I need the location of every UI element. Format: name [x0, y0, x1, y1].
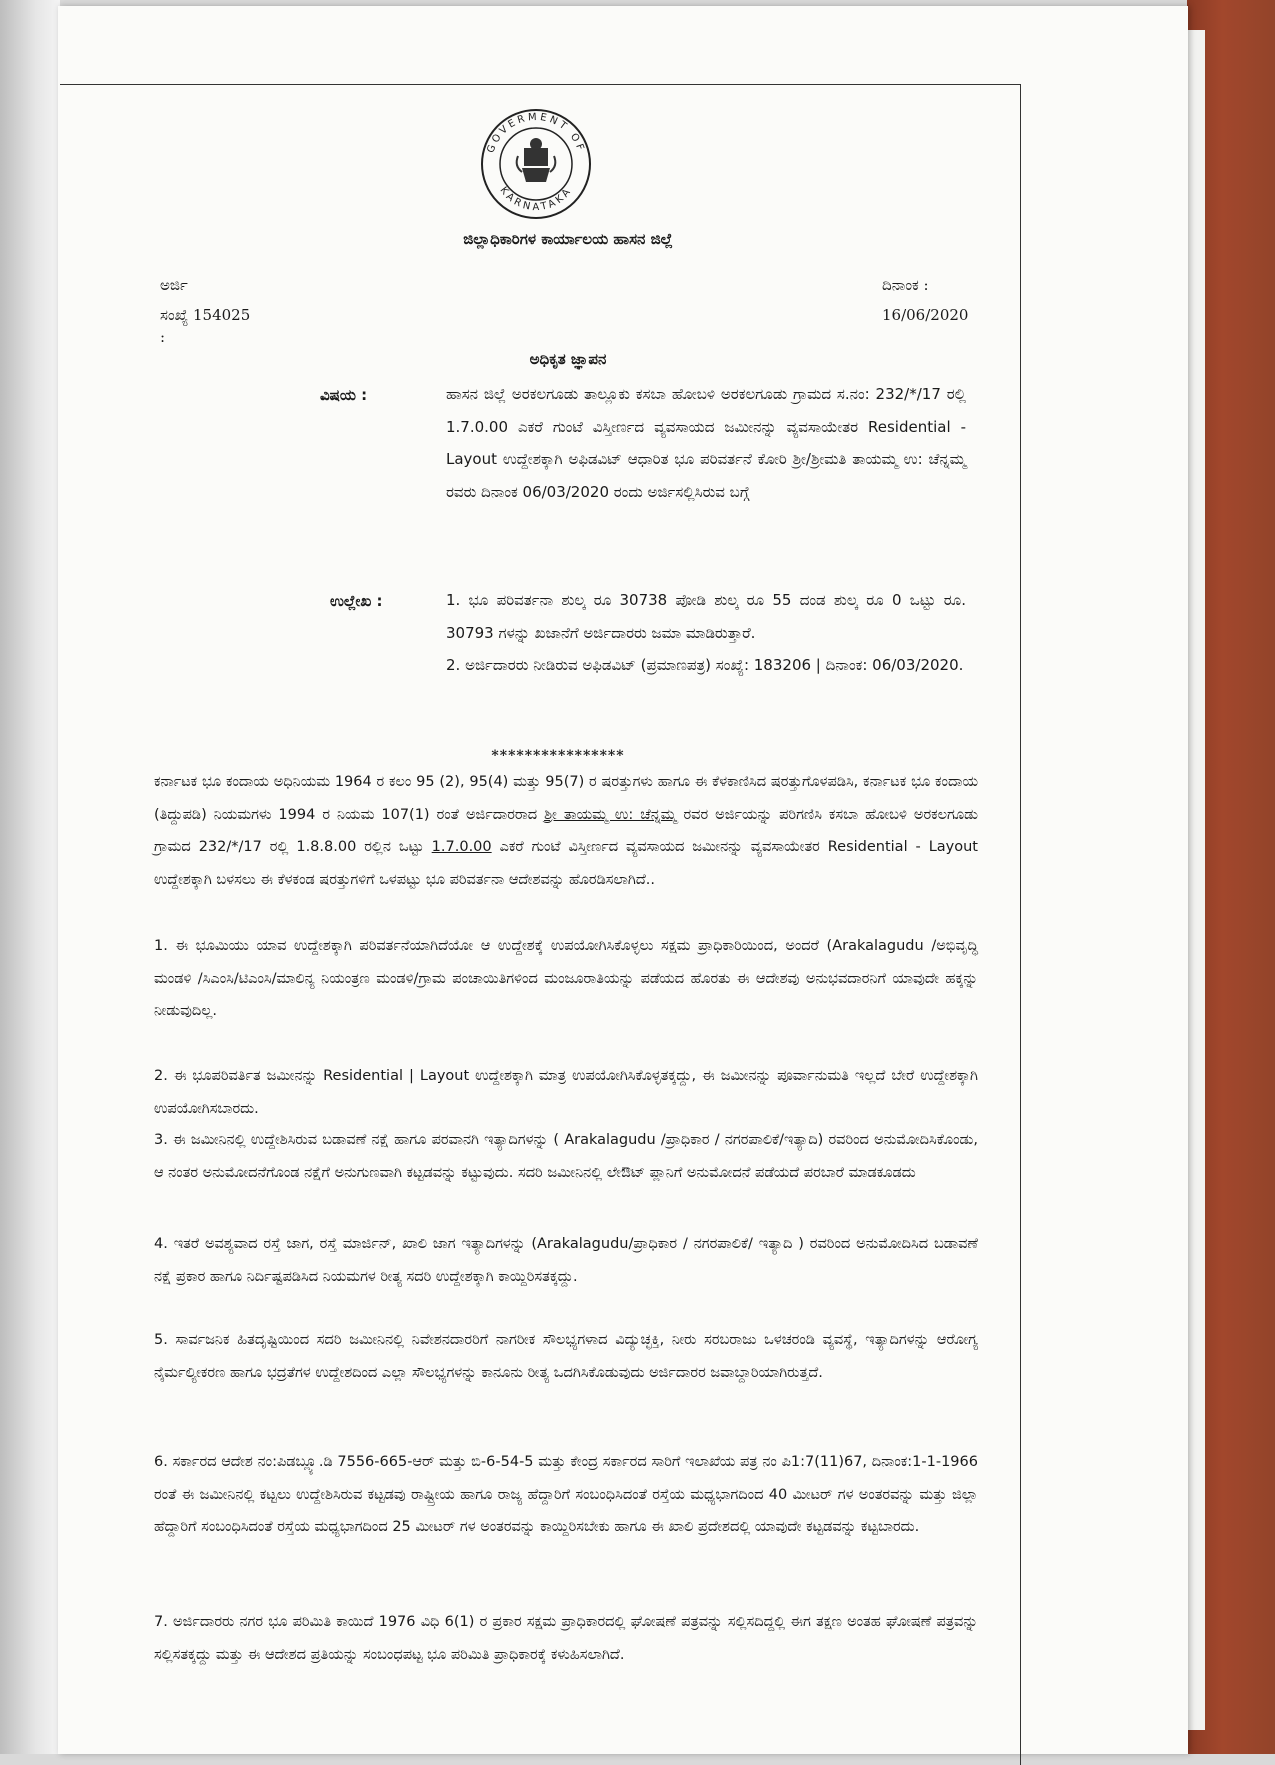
intro-part-3: ಎಕರೆ ಗುಂಟೆ ವಿಸ್ತೀರ್ಣದ ವ್ಯವಸಾಯದ ಜಮೀನನ್ನು ವ್ಯವಸಾಯೇತರ Residential - Layout ಉದ್ದೇಶಕ್ಕಾಗಿ ಬಳಸಲು ಈ ಕೆಳಕಂಡ ಷರತ್ತುಗಳಿಗೆ ಒಳಪಟ್ಟು ಭೂ ಪರಿವರ್ತನಾ ಆದೇಶವನ್ನು ಹೊರಡಿಸಲಾಗಿದೆ..: [154, 839, 978, 888]
application-label-line1: ಅರ್ಜಿ: [160, 276, 188, 294]
reference-item-2: 2. ಅರ್ಜಿದಾರರು ನೀಡಿರುವ ಅಫಿಡವಿಟ್ (ಪ್ರಮಾಣಪತ್ರ) ಸಂಖ್ಯೆ: 183206 | ದಿನಾಂಕ: 06/03/2020.: [446, 656, 964, 674]
application-number: 154025: [192, 306, 251, 324]
order-title: ಅಧಿಕೃತ ಜ್ಞಾಪನ: [529, 350, 607, 368]
condition-3: 3. ಈ ಜಮೀನಿನಲ್ಲಿ ಉದ್ದೇಶಿಸಿರುವ ಬಡಾವಣೆ ನಕ್ಷೆ ಹಾಗೂ ಪರವಾನಗಿ ಇತ್ಯಾದಿಗಳನ್ನು ( Arakalagudu /ಪ್ರಾಧಿಕಾರ / ನಗರಪಾಲಿಕೆ/ಇತ್ಯಾದಿ) ರವರಿಂದ ಅನುಮೋದಿಸಿಕೊಂಡು, ಆ ನಂತರ ಅನುಮೋದನೆಗೊಂಡ ನಕ್ಷೆಗೆ ಅನುಗುಣವಾಗಿ ಕಟ್ಟಡವನ್ನು ಕಟ್ಟುವುದು. ಸದರಿ ಜಮೀನಿನಲ್ಲಿ ಲೇಔಟ್ ಪ್ಲಾನಿಗೆ ಅನುಮೋದನೆ ಪಡೆಯದೆ ಪರಬಾರೆ ಮಾಡಕೂಡದು: [154, 1132, 978, 1181]
government-seal-icon: [478, 106, 594, 222]
date-value: 16/06/2020: [882, 306, 969, 324]
condition-5: 5. ಸಾರ್ವಜನಿಕ ಹಿತದೃಷ್ಟಿಯಿಂದ ಸದರಿ ಜಮೀನಿನಲ್ಲಿ ನಿವೇಶನದಾರರಿಗೆ ನಾಗರೀಕ ಸೌಲಭ್ಯಗಳಾದ ವಿದ್ಯುಚ್ಛಕ್ತಿ, ನೀರು ಸರಬರಾಜು ಒಳಚರಂಡಿ ವ್ಯವಸ್ಥೆ, ಇತ್ಯಾದಿಗಳನ್ನು ಆರೋಗ್ಯ ನೈರ್ಮಲ್ಯೀಕರಣ ಹಾಗೂ ಭದ್ರತೆಗಳ ಉದ್ದೇಶದಿಂದ ಎಲ್ಲಾ ಸೌಲಭ್ಯಗಳನ್ನು ಕಾನೂನು ರೀತ್ಯ ಒದಗಿಸಿಕೊಡುವುದು ಅರ್ಜಿದಾರರ ಜವಾಬ್ದಾರಿಯಾಗಿರುತ್ತದೆ.: [154, 1332, 978, 1381]
reference-item-1: 1. ಭೂ ಪರಿವರ್ತನಾ ಶುಲ್ಕ ರೂ 30738 ಪೋಡಿ ಶುಲ್ಕ ರೂ 55 ದಂಡ ಶುಲ್ಕ ರೂ 0 ಒಟ್ಟು ರೂ. 30793 ಗಳನ್ನು ಖಜಾನೆಗೆ ಅರ್ಜಿದಾರರು ಜಮಾ ಮಾಡಿರುತ್ತಾರೆ.: [446, 591, 966, 642]
reference-list: [446, 584, 966, 682]
reference-label: ಉಲ್ಲೇಖ :: [330, 592, 383, 610]
scan-left-margin: [0, 0, 60, 1754]
subject-text: ಹಾಸನ ಜಿಲ್ಲೆ ಅರಕಲಗೂಡು ತಾಲ್ಲೂಕು ಕಸಬಾ ಹೋಬಳಿ ಅರಕಲಗೂಡು ಗ್ರಾಮದ ಸ.ನಂ: 232/*/17 ರಲ್ಲಿ 1.7.0.00 ಎಕರೆ ಗುಂಟೆ ವಿಸ್ತೀರ್ಣದ ವ್ಯವಸಾಯದ ಜಮೀನನ್ನು ವ್ಯವಸಾಯೇತರ Residential - Layout ಉದ್ದೇಶಕ್ಕಾಗಿ ಅಫಿಡವಿಟ್ ಆಧಾರಿತ ಭೂ ಪರಿವರ್ತನೆ ಕೋರಿ ಶ್ರೀ/ಶ್ರೀಮತಿ ತಾಯಮ್ಮ ಉ: ಚೆನ್ನಮ್ಮ ರವರು ದಿನಾಂಕ 06/03/2020 ರಂದು ಅರ್ಜಿಸಲ್ಲಿಸಿರುವ ಬಗ್ಗೆ: [446, 385, 966, 501]
seal-text-bottom: KARNATAKA: [497, 184, 575, 214]
condition-4: 4. ಇತರೆ ಅವಶ್ಯವಾದ ರಸ್ತೆ ಜಾಗ, ರಸ್ತೆ ಮಾರ್ಜಿನ್, ಖಾಲಿ ಜಾಗ ಇತ್ಯಾದಿಗಳನ್ನು (Arakalagudu/ಪ್ರಾಧಿಕಾರ / ನಗರಪಾಲಿಕೆ/ ಇತ್ಯಾದಿ ) ರವರಿಂದ ಅನುಮೋದಿಸಿದ ಬಡಾವಣೆ ನಕ್ಷೆ ಪ್ರಕಾರ ಹಾಗೂ ನಿರ್ದಿಷ್ಟಪಡಿಸಿದ ನಿಯಮಗಳ ರೀತ್ಯ ಸದರಿ ಉದ್ದೇಶಕ್ಕಾಗಿ ಕಾಯ್ದಿರಿಸತಕ್ಕದ್ದು.: [154, 1236, 978, 1285]
condition-6: 6. ಸರ್ಕಾರದ ಆದೇಶ ನಂ:ಪಿಡಬ್ಲ್ಯೂ.ಡಿ 7556-665-ಆರ್ ಮತ್ತು ಬಿ-6-54-5 ಮತ್ತು ಕೇಂದ್ರ ಸರ್ಕಾರದ ಸಾರಿಗೆ ಇಲಾಖೆಯ ಪತ್ರ ನಂ ಪಿ1:7(11)67, ದಿನಾಂಕ:1-1-1966 ರಂತೆ ಈ ಜಮೀನಿನಲ್ಲಿ ಕಟ್ಟಲು ಉದ್ದೇಶಿಸಿರುವ ಕಟ್ಟಡವು ರಾಷ್ಟ್ರೀಯ ಹಾಗೂ ರಾಜ್ಯ ಹೆದ್ದಾರಿಗೆ ಸಂಬಂಧಿಸಿದಂತೆ ರಸ್ತೆಯ ಮಧ್ಯಭಾಗದಿಂದ 40 ಮೀಟರ್ ಗಳ ಅಂತರವನ್ನು ಮತ್ತು ಜಿಲ್ಲಾ ಹೆದ್ದಾರಿಗೆ ಸಂಬಂಧಿಸಿದಂತೆ ರಸ್ತೆಯ ಮಧ್ಯಭಾಗದಿಂದ 25 ಮೀಟರ್ ಗಳ ಅಂತರವನ್ನು ಕಾಯ್ದಿರಿಸಬೇಕು ಹಾಗೂ ಈ ಖಾಲಿ ಪ್ರದೇಶದಲ್ಲಿ ಯಾವುದೇ ಕಟ್ಟಡವನ್ನು ಕಟ್ಟಬಾರದು.: [154, 1454, 978, 1535]
condition-1: 1. ಈ ಭೂಮಿಯು ಯಾವ ಉದ್ದೇಶಕ್ಕಾಗಿ ಪರಿವರ್ತನೆಯಾಗಿದೆಯೋ ಆ ಉದ್ದೇಶಕ್ಕೆ ಉಪಯೋಗಿಸಿಕೊಳ್ಳಲು ಸಕ್ಷಮ ಪ್ರಾಧಿಕಾರಿಯಿಂದ, ಅಂದರೆ (Arakalagudu /ಅಭಿವೃದ್ಧಿ ಮಂಡಳಿ /ಸಿಎಂಸಿ/ಟಿಎಂಸಿ/ಮಾಲಿನ್ಯ ನಿಯಂತ್ರಣ ಮಂಡಳಿ/ಗ್ರಾಮ ಪಂಚಾಯಿತಿಗಳಿಂದ ಮಂಜೂರಾತಿಯನ್ನು ಪಡೆಯದ ಹೊರತು ಈ ಆದೇಶವು ಅನುಭವದಾರನಿಗೆ ಯಾವುದೇ ಹಕ್ಕನ್ನು ನೀಡುವುದಿಲ್ಲ.: [154, 938, 978, 1019]
document-page: [58, 6, 1188, 1754]
application-colon: :: [160, 328, 166, 346]
seal-text-top: GOVERMENT OF: [485, 111, 587, 155]
condition-7: 7. ಅರ್ಜಿದಾರರು ನಗರ ಭೂ ಪರಿಮಿತಿ ಕಾಯಿದೆ 1976 ವಿಧಿ 6(1) ರ ಪ್ರಕಾರ ಸಕ್ಷಮ ಪ್ರಾಧಿಕಾರದಲ್ಲಿ ಘೋಷಣೆ ಪತ್ರವನ್ನು ಸಲ್ಲಿಸದಿದ್ದಲ್ಲಿ ಈಗ ತಕ್ಷಣ ಅಂತಹ ಘೋಷಣೆ ಪತ್ರವನ್ನು ಸಲ್ಲಿಸತಕ್ಕದ್ದು ಮತ್ತು ಈ ಆದೇಶದ ಪ್ರತಿಯನ್ನು ಸಂಬಂಧಪಟ್ಟ ಭೂ ಪರಿಮಿತಿ ಪ್ರಾಧಿಕಾರಕ್ಕೆ ಕಳುಹಿಸಲಾಗಿದೆ.: [154, 1614, 978, 1663]
separator: ****************: [491, 748, 625, 764]
intro-part-2: ರವರ ಅರ್ಜಿಯನ್ನು ಪರಿಗಣಿಸಿ ಕಸಬಾ ಹೋಬಳಿ ಅರಕಲಗೂಡು ಗ್ರಾಮದ 232/*/17 ರಲ್ಲಿ 1.8.8.00 ರಲ್ಲಿನ ಒಟ್ಟು: [154, 806, 978, 855]
date-label: ದಿನಾಂಕ :: [882, 276, 929, 294]
subject-label: ವಿಷಯ :: [320, 386, 368, 404]
intro-paragraph: [154, 766, 978, 896]
office-title: ಜಿಲ್ಲಾಧಿಕಾರಿಗಳ ಕಾರ್ಯಾಲಯ ಹಾಸನ ಜಿಲ್ಲೆ: [463, 230, 673, 248]
date-block: [882, 270, 968, 330]
intro-part-1: ಕರ್ನಾಟಕ ಭೂ ಕಂದಾಯ ಅಧಿನಿಯಮ 1964 ರ ಕಲಂ 95 (2), 95(4) ಮತ್ತು 95(7) ರ ಷರತ್ತುಗಳು ಹಾಗೂ ಈ ಕೆಳಕಾಣಿಸಿದ ಷರತ್ತುಗೊಳಪಡಿಸಿ, ಕರ್ನಾಟಕ ಭೂ ಕಂದಾಯ (ತಿದ್ದುಪಡಿ) ನಿಯಮಗಳು 1994 ರ ನಿಯಮ 107(1) ರಂತೆ ಅರ್ಜಿದಾರರಾದ: [154, 774, 978, 823]
application-reference: [160, 270, 250, 344]
applicant-name: ಶ್ರೀ ತಾಯಮ್ಮ ಉ: ಚೆನ್ನಮ್ಮ: [544, 806, 677, 823]
converted-area: 1.7.0.00: [431, 839, 492, 855]
svg-text:KARNATAKA: [497, 185, 574, 213]
condition-2: 2. ಈ ಭೂಪರಿವರ್ತಿತ ಜಮೀನನ್ನು Residential | Layout ಉದ್ದೇಶಕ್ಕಾಗಿ ಮಾತ್ರ ಉಪಯೋಗಿಸಿಕೊಳ್ಳತಕ್ಕದ್ದು, ಈ ಜಮೀನನ್ನು ಪೂರ್ವಾನುಮತಿ ಇಲ್ಲದೆ ಬೇರೆ ಉದ್ದೇಶಕ್ಕಾಗಿ ಉಪಯೋಗಿಸಬಾರದು.: [154, 1068, 978, 1117]
application-number-row: [160, 300, 250, 330]
application-label-line2: ಸಂಖ್ಯೆ: [160, 306, 189, 324]
